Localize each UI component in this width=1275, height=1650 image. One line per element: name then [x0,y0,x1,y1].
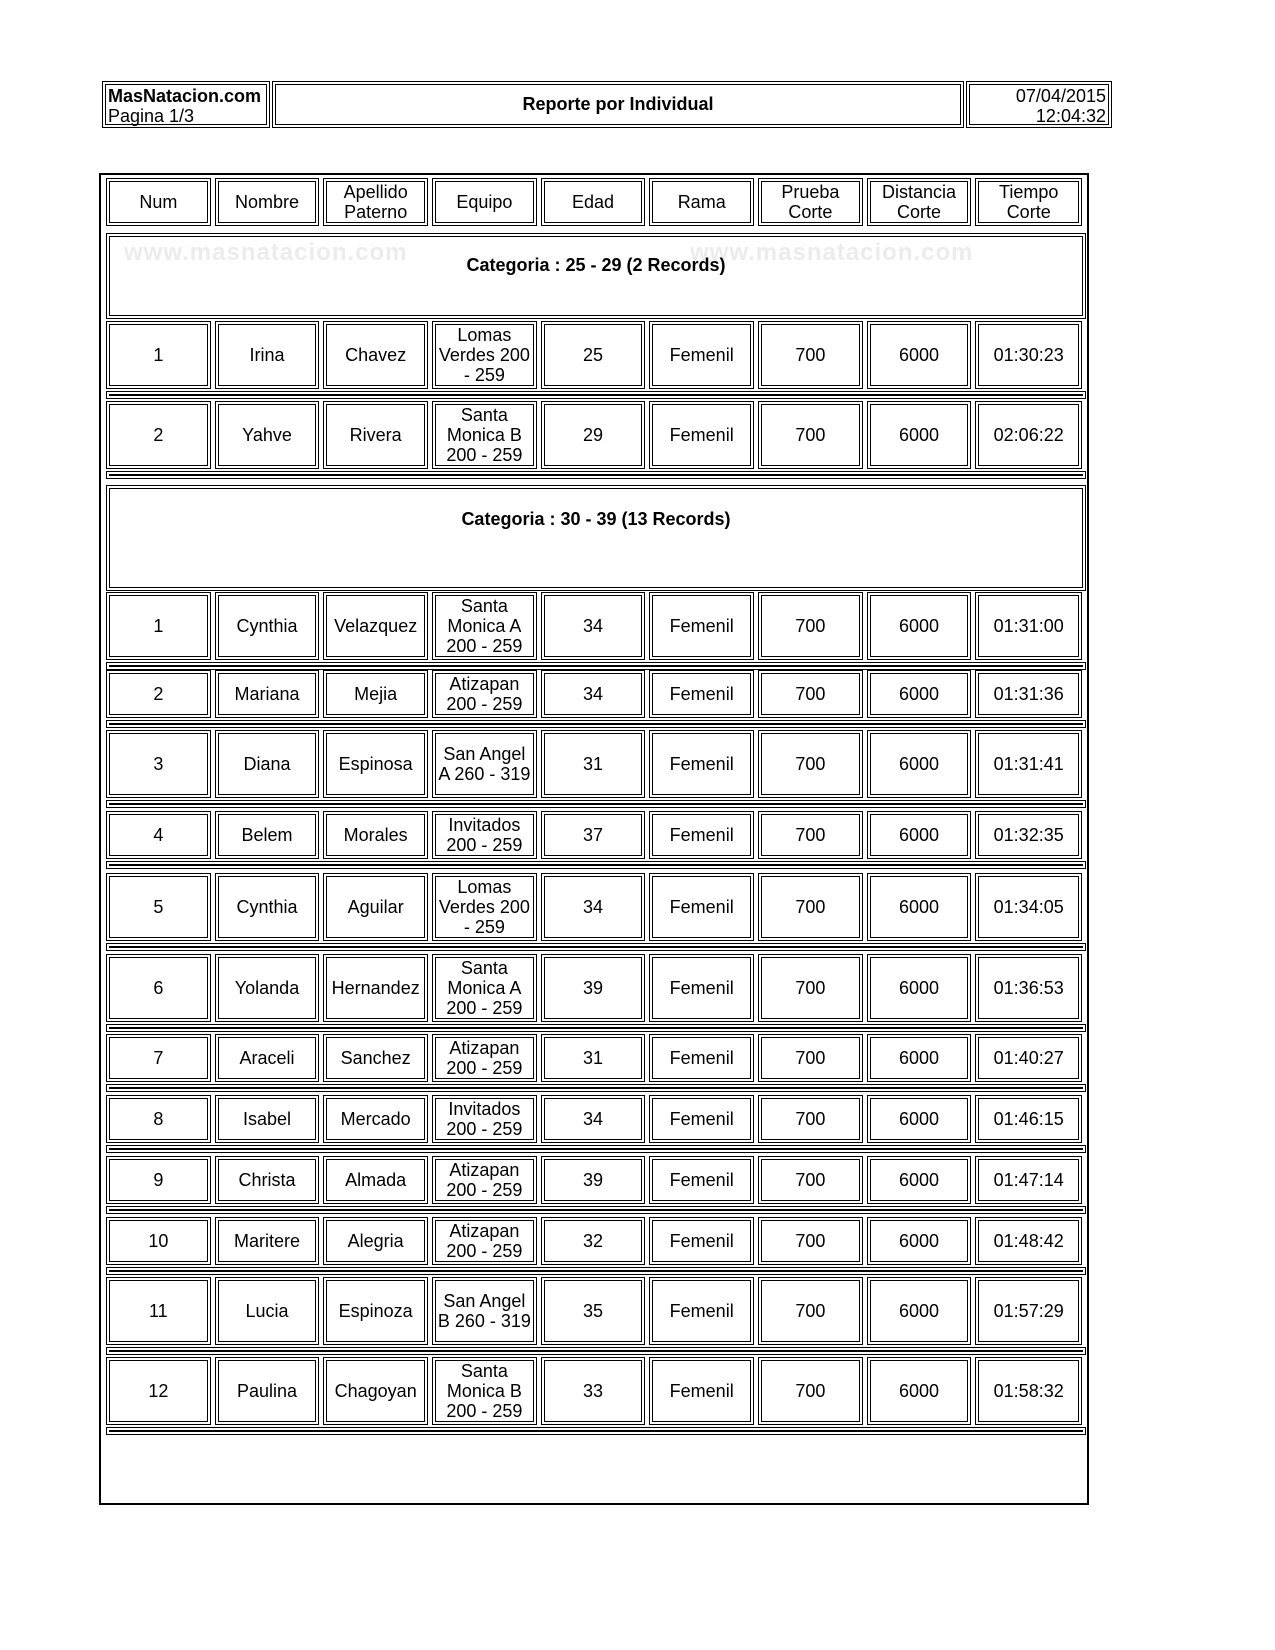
cell-distancia: 6000 [867,1156,972,1204]
cell-tiempo: 01:31:36 [975,670,1082,718]
report-title: Reporte por Individual [272,81,964,128]
cell-apellido: Almada [323,1156,428,1204]
cell-distancia: 6000 [867,1357,972,1425]
cell-nombre: Nombre [215,178,320,226]
cell-prueba: 700 [758,873,863,941]
row-separator [106,1024,1086,1032]
cell-prueba: 700 [758,401,863,469]
cell-tiempo: 01:46:15 [975,1095,1082,1143]
cell-tiempo: 01:57:29 [975,1277,1082,1345]
cell-equipo: San Angel B 260 - 319 [432,1277,537,1345]
cell-rama: Femenil [649,670,754,718]
cell-rama: Femenil [649,401,754,469]
cell-edad: 35 [541,1277,646,1345]
table-row [106,1034,1082,1082]
cell-equipo: Invitados 200 - 259 [432,1095,537,1143]
cell-distancia: 6000 [867,321,972,389]
cell-prueba: 700 [758,321,863,389]
cell-nombre: Paulina [215,1357,320,1425]
cell-num: 6 [106,954,211,1022]
header-right-box [966,81,1112,128]
row-separator [106,720,1086,728]
cell-edad: 39 [541,1156,646,1204]
cell-prueba: 700 [758,1277,863,1345]
cell-nombre: Mariana [215,670,320,718]
cell-rama: Femenil [649,1357,754,1425]
table-row [106,401,1082,469]
cell-apellido: Aguilar [323,873,428,941]
cell-prueba: 700 [758,1217,863,1265]
cell-nombre: Cynthia [215,873,320,941]
cell-tiempo: 01:31:00 [975,592,1082,660]
cell-tiempo: 01:40:27 [975,1034,1082,1082]
cell-apellido: Chagoyan [323,1357,428,1425]
site-name: MasNatacion.com [108,86,262,106]
row-separator [106,1347,1086,1355]
cell-num: 2 [106,670,211,718]
cell-rama: Femenil [649,730,754,798]
cell-tiempo: 01:48:42 [975,1217,1082,1265]
cell-num: 8 [106,1095,211,1143]
cell-distancia: Distancia Corte [867,178,972,226]
cell-tiempo: Tiempo Corte [975,178,1082,226]
cell-distancia: 6000 [867,1277,972,1345]
cell-nombre: Irina [215,321,320,389]
cell-edad: 34 [541,873,646,941]
cell-equipo: Lomas Verdes 200 - 259 [432,873,537,941]
cell-edad: 34 [541,670,646,718]
cell-prueba: 700 [758,1156,863,1204]
row-separator [106,391,1086,399]
cell-tiempo: 01:34:05 [975,873,1082,941]
cell-rama: Rama [649,178,754,226]
cell-prueba: 700 [758,1034,863,1082]
category-header [106,485,1086,591]
cell-distancia: 6000 [867,1217,972,1265]
row-separator [106,1427,1086,1435]
row-separator [106,861,1086,869]
row-separator [106,1145,1086,1153]
cell-equipo: Lomas Verdes 200 - 259 [432,321,537,389]
cell-apellido: Espinosa [323,730,428,798]
cell-num: 4 [106,811,211,859]
cell-rama: Femenil [649,873,754,941]
cell-distancia: 6000 [867,811,972,859]
cell-edad: Edad [541,178,646,226]
cell-num: 7 [106,1034,211,1082]
cell-rama: Femenil [649,1034,754,1082]
header-left-box [102,81,270,128]
cell-edad: 37 [541,811,646,859]
cell-equipo: Atizapan 200 - 259 [432,670,537,718]
category-label: Categoria : 30 - 39 (13 Records) [461,509,731,529]
cell-apellido: Sanchez [323,1034,428,1082]
cell-edad: 34 [541,592,646,660]
cell-equipo: Santa Monica B 200 - 259 [432,1357,537,1425]
cell-edad: 29 [541,401,646,469]
cell-equipo: Atizapan 200 - 259 [432,1034,537,1082]
cell-rama: Femenil [649,954,754,1022]
cell-nombre: Belem [215,811,320,859]
cell-num: 2 [106,401,211,469]
cell-distancia: 6000 [867,873,972,941]
cell-tiempo: 01:31:41 [975,730,1082,798]
cell-distancia: 6000 [867,670,972,718]
cell-distancia: 6000 [867,1034,972,1082]
cell-apellido: Rivera [323,401,428,469]
cell-nombre: Christa [215,1156,320,1204]
table-row [106,873,1082,941]
cell-rama: Femenil [649,811,754,859]
cell-edad: 33 [541,1357,646,1425]
cell-equipo: Equipo [432,178,537,226]
cell-num: 1 [106,592,211,660]
cell-num: Num [106,178,211,226]
cell-distancia: 6000 [867,730,972,798]
cell-rama: Femenil [649,1156,754,1204]
table-row [106,321,1082,389]
cell-edad: 31 [541,730,646,798]
cell-apellido: Hernandez [323,954,428,1022]
cell-nombre: Maritere [215,1217,320,1265]
cell-tiempo: 01:32:35 [975,811,1082,859]
table-row [106,1156,1082,1204]
cell-nombre: Araceli [215,1034,320,1082]
cell-apellido: Espinoza [323,1277,428,1345]
cell-nombre: Yolanda [215,954,320,1022]
watermark: www.masnatacion.com [124,239,408,266]
report-table [99,173,1089,1505]
cell-edad: 25 [541,321,646,389]
row-separator [106,1206,1086,1214]
cell-apellido: Velazquez [323,592,428,660]
cell-equipo: San Angel A 260 - 319 [432,730,537,798]
cell-num: 1 [106,321,211,389]
cell-tiempo: 01:58:32 [975,1357,1082,1425]
category-header [106,233,1086,319]
cell-tiempo: 02:06:22 [975,401,1082,469]
cell-tiempo: 01:47:14 [975,1156,1082,1204]
cell-equipo: Santa Monica B 200 - 259 [432,401,537,469]
cell-distancia: 6000 [867,1095,972,1143]
cell-prueba: 700 [758,811,863,859]
cell-distancia: 6000 [867,401,972,469]
cell-prueba: 700 [758,1357,863,1425]
cell-apellido: Mercado [323,1095,428,1143]
cell-rama: Femenil [649,1095,754,1143]
cell-prueba: 700 [758,730,863,798]
table-row [106,1217,1082,1265]
row-separator [106,662,1086,670]
report-date: 07/04/2015 [1015,86,1106,106]
category-label: Categoria : 25 - 29 (2 Records) [466,255,726,275]
cell-apellido: Mejia [323,670,428,718]
cell-rama: Femenil [649,1217,754,1265]
cell-num: 5 [106,873,211,941]
cell-num: 3 [106,730,211,798]
watermark: www.masnatacion.com [690,239,974,266]
cell-rama: Femenil [649,592,754,660]
cell-equipo: Atizapan 200 - 259 [432,1156,537,1204]
cell-distancia: 6000 [867,954,972,1022]
table-row [106,811,1082,859]
cell-prueba: 700 [758,592,863,660]
row-separator [106,800,1086,808]
cell-prueba: Prueba Corte [758,178,863,226]
cell-edad: 34 [541,1095,646,1143]
row-separator [106,1267,1086,1275]
cell-equipo: Invitados 200 - 259 [432,811,537,859]
cell-equipo: Santa Monica A 200 - 259 [432,954,537,1022]
report-time: 12:04:32 [1035,106,1106,126]
cell-rama: Femenil [649,321,754,389]
row-separator [106,943,1086,951]
table-row [106,1357,1082,1425]
cell-nombre: Isabel [215,1095,320,1143]
table-row [106,592,1082,660]
cell-apellido: Chavez [323,321,428,389]
cell-num: 10 [106,1217,211,1265]
cell-nombre: Diana [215,730,320,798]
row-separator [106,1084,1086,1092]
cell-apellido: Alegria [323,1217,428,1265]
column-header-row [106,178,1082,226]
cell-prueba: 700 [758,1095,863,1143]
page-indicator: Pagina 1/3 [108,106,195,126]
cell-tiempo: 01:36:53 [975,954,1082,1022]
row-separator [106,471,1086,479]
table-row [106,670,1082,718]
cell-edad: 31 [541,1034,646,1082]
table-row [106,1277,1082,1345]
cell-num: 9 [106,1156,211,1204]
cell-apellido: Morales [323,811,428,859]
cell-nombre: Cynthia [215,592,320,660]
cell-edad: 32 [541,1217,646,1265]
cell-num: 12 [106,1357,211,1425]
table-row [106,1095,1082,1143]
table-row [106,730,1082,798]
cell-edad: 39 [541,954,646,1022]
cell-prueba: 700 [758,954,863,1022]
cell-nombre: Lucia [215,1277,320,1345]
table-row [106,954,1082,1022]
cell-distancia: 6000 [867,592,972,660]
cell-tiempo: 01:30:23 [975,321,1082,389]
cell-rama: Femenil [649,1277,754,1345]
cell-prueba: 700 [758,670,863,718]
cell-nombre: Yahve [215,401,320,469]
cell-apellido: Apellido Paterno [323,178,428,226]
cell-equipo: Atizapan 200 - 259 [432,1217,537,1265]
cell-num: 11 [106,1277,211,1345]
cell-equipo: Santa Monica A 200 - 259 [432,592,537,660]
